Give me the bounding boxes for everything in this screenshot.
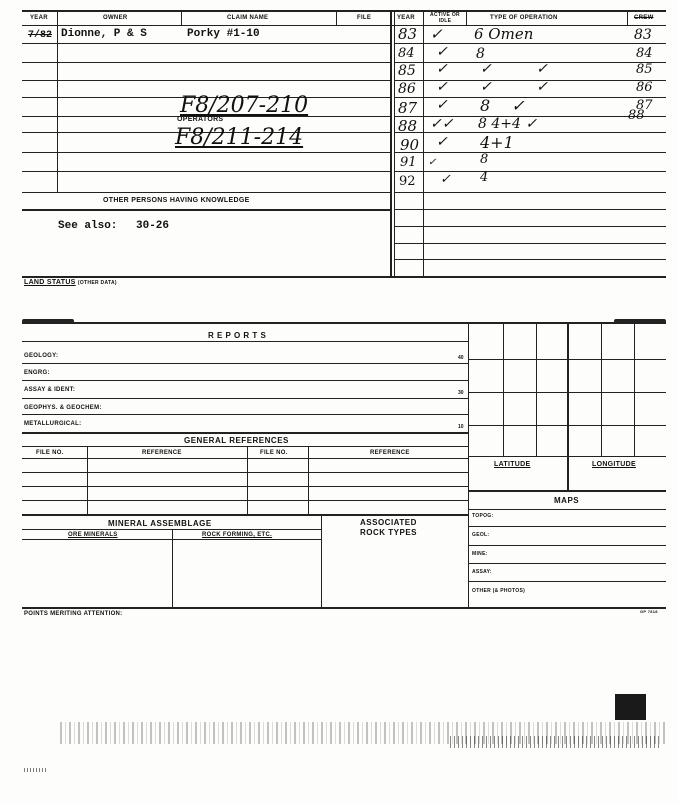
reports-engrg-label: ENGRG: — [24, 370, 50, 376]
col-header-owner: OWNER — [103, 15, 128, 21]
reports-geophys-label: GEOPHYS. & GEOCHEM: — [24, 405, 102, 411]
maps-row-rule — [468, 581, 666, 582]
reports-metallurgical-num: 10 — [458, 424, 464, 430]
log-year-4: 86 — [398, 81, 416, 97]
grid-row — [468, 392, 666, 393]
right-row-rule — [394, 171, 666, 172]
right-row-rule — [394, 152, 666, 153]
grid-col — [536, 322, 537, 456]
right-row-rule — [394, 259, 666, 260]
left-row-rule — [22, 192, 390, 193]
reports-title-rule — [22, 341, 468, 342]
grid-col — [601, 322, 602, 456]
log-active-4: ✓ — [436, 79, 448, 95]
col-header-type-operation: TYPE OF OPERATION — [490, 15, 558, 21]
reports-geology-num: 40 — [458, 355, 464, 361]
reports-row-rule — [22, 363, 468, 364]
log-year-2: 84 — [398, 46, 415, 61]
gen-ref-bottom-rule — [22, 514, 468, 516]
general-references-title: GENERAL REFERENCES — [184, 436, 289, 445]
reports-assay-label: ASSAY & IDENT: — [24, 387, 76, 393]
gen-ref-divider — [87, 446, 88, 514]
gen-ref-file-no-1: FILE NO. — [36, 450, 64, 456]
associated-label: ASSOCIATED — [360, 518, 417, 527]
log-crew-3: 85 — [636, 62, 653, 77]
handwritten-claims-2: F8/211-214 — [175, 125, 304, 150]
grid-row — [468, 425, 666, 426]
gen-ref-reference-1: REFERENCE — [142, 450, 182, 456]
other-persons-label: OTHER PERSONS HAVING KNOWLEDGE — [103, 197, 250, 204]
right-row-rule — [394, 243, 666, 244]
maps-topog-label: TOPOG: — [472, 513, 494, 519]
left-row-rule — [22, 62, 390, 63]
owner-entry-claim: Porky #1-10 — [187, 28, 260, 40]
maps-title-rule — [468, 509, 666, 510]
gen-ref-row-rule — [22, 500, 468, 501]
grid-col — [503, 322, 504, 456]
associated-divider — [321, 514, 322, 607]
maps-left-divider — [468, 322, 469, 607]
latitude-label: LATITUDE — [494, 461, 531, 468]
reports-geology-label: GEOLOGY: — [24, 353, 59, 359]
maps-title: MAPS — [554, 496, 580, 505]
form-number: GP 7818 — [640, 609, 658, 614]
reports-title: R E P O R T S — [208, 331, 267, 340]
divider-active-type — [466, 10, 467, 26]
log-year-1: 83 — [398, 25, 418, 43]
mineral-divider — [172, 529, 173, 607]
log-type-9: 4 — [480, 170, 489, 185]
divider-owner-claim — [181, 10, 182, 26]
log-type-3: ✓ ✓ — [480, 61, 568, 77]
log-type-5: 8 ✓ — [480, 96, 533, 115]
grid-center-col — [567, 322, 569, 490]
reports-row-rule — [22, 380, 468, 381]
right-row-rule — [394, 209, 666, 210]
divider-year-active — [423, 10, 424, 278]
grid-row — [468, 359, 666, 360]
right-row-rule — [394, 132, 666, 133]
land-status-sub: (OTHER DATA) — [77, 280, 117, 286]
log-crew-2: 84 — [636, 46, 653, 61]
maps-row-rule — [468, 526, 666, 527]
header-bottom-rule — [22, 25, 666, 26]
left-row-rule — [22, 43, 390, 44]
owner-entry-name: Dionne, P & S — [61, 28, 147, 40]
col-header-active-idle: ACTIVE OR IDLE — [430, 12, 460, 24]
maps-row-rule — [468, 545, 666, 546]
log-crew-4: 86 — [636, 80, 653, 95]
land-status-label — [24, 279, 117, 286]
log-crew-6: 88 — [628, 108, 645, 123]
gen-ref-file-no-2: FILE NO. — [260, 450, 288, 456]
gen-ref-row-rule — [22, 472, 468, 473]
gen-ref-row-rule — [22, 486, 468, 487]
log-type-4: ✓ ✓ — [480, 79, 568, 95]
left-row-rule — [22, 171, 390, 172]
gen-ref-reference-2: REFERENCE — [370, 450, 410, 456]
log-type-7: 4+1 — [480, 133, 514, 152]
divider-type-crew — [627, 10, 628, 26]
operators-label: OPERATORS — [177, 116, 224, 123]
log-type-8: 8 — [480, 152, 489, 167]
divider-right-inner — [394, 10, 395, 278]
log-year-6: 88 — [398, 117, 418, 135]
log-year-8: 91 — [400, 155, 417, 170]
header-top-rule — [22, 10, 666, 12]
divider-year-owner — [57, 10, 58, 193]
scan-noise-mark — [24, 768, 46, 772]
col-header-crew: CREW — [634, 15, 654, 21]
col-header-year: YEAR — [30, 15, 48, 21]
left-row-rule — [22, 209, 390, 211]
log-active-7: ✓ — [436, 134, 448, 150]
col-header-year-2: YEAR — [397, 15, 415, 21]
rock-types-label: ROCK TYPES — [360, 528, 418, 537]
divider-claim-file — [336, 10, 337, 26]
reports-row-rule — [22, 398, 468, 399]
gen-ref-header-rule — [22, 458, 468, 459]
log-active-8: ✓ — [428, 157, 437, 168]
left-row-rule — [22, 80, 390, 81]
log-year-7: 90 — [400, 136, 420, 154]
scan-noise-band — [450, 736, 660, 748]
see-also-ref: 30-26 — [136, 220, 170, 232]
log-type-6: 8 4+4 ✓ — [478, 116, 538, 132]
points-meriting-attention-label: POINTS MERITING ATTENTION: — [24, 611, 123, 617]
maps-mine-label: MINE: — [472, 551, 488, 557]
divider-left-right — [390, 10, 392, 278]
log-type-2: 8 — [476, 46, 485, 62]
gen-ref-divider — [308, 446, 309, 514]
reports-row-rule — [22, 414, 468, 415]
right-row-rule — [394, 192, 666, 193]
grid-col — [634, 322, 635, 456]
reports-bottom-rule — [22, 432, 468, 434]
col-header-file: FILE — [357, 15, 372, 21]
maps-row-rule — [468, 563, 666, 564]
reports-assay-num: 30 — [458, 390, 464, 396]
log-active-5: ✓ — [436, 97, 448, 113]
longitude-label: LONGITUDE — [592, 461, 636, 468]
maps-geol-label: GEOL: — [472, 532, 490, 538]
reports-top-rule — [22, 322, 666, 324]
scan-artifact-block — [615, 694, 646, 720]
log-crew-5: 87 — [636, 98, 653, 113]
ore-minerals-label: ORE MINERALS — [68, 532, 118, 538]
log-active-9: ✓ — [440, 172, 451, 187]
log-year-3: 85 — [398, 63, 416, 79]
right-row-rule — [394, 226, 666, 227]
rock-forming-label: ROCK FORMING, ETC. — [202, 532, 273, 538]
left-row-rule — [22, 152, 390, 153]
mineral-assemblage-title: MINERAL ASSEMBLAGE — [108, 519, 212, 528]
grid-row — [468, 456, 666, 457]
land-status-title: LAND STATUS — [24, 279, 76, 286]
log-type-1: 6 Omen — [474, 25, 534, 43]
owner-entry-year: 7/82 — [28, 30, 53, 41]
gen-ref-title-rule — [22, 446, 468, 447]
log-year-5: 87 — [398, 99, 418, 117]
see-also-label: See also: — [58, 220, 118, 232]
maps-assay-label: ASSAY: — [472, 569, 492, 575]
right-row-rule — [394, 43, 666, 44]
log-active-2: ✓ — [436, 44, 448, 60]
col-header-claim-name: CLAIM NAME — [227, 15, 269, 21]
maps-top-rule — [468, 490, 666, 492]
reports-section-bottom-rule — [22, 607, 666, 609]
maps-other-label: OTHER (& PHOTOS) — [472, 588, 526, 594]
gen-ref-divider — [247, 446, 248, 514]
section-bottom-rule — [22, 276, 666, 278]
log-active-1: ✓ — [430, 25, 443, 43]
reports-metallurgical-label: METALLURGICAL: — [24, 421, 82, 427]
log-active-6: ✓✓ — [430, 116, 454, 132]
handwritten-claims-1: F8/207-210 — [180, 93, 309, 118]
log-active-3: ✓ — [436, 61, 448, 77]
log-crew-1: 83 — [634, 27, 652, 43]
log-year-9: 92 — [399, 174, 416, 189]
